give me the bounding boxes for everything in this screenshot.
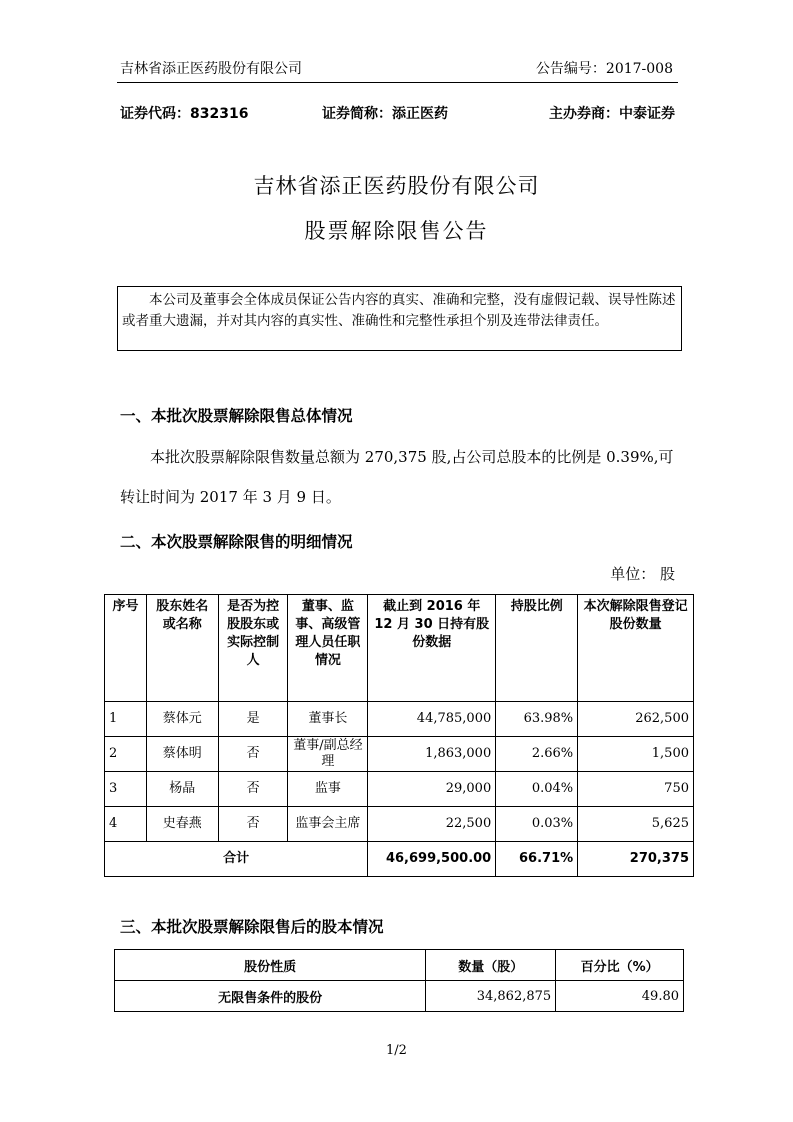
section1-heading: 一、本批次股票解除限售总体情况 [120, 407, 353, 425]
table-row [105, 807, 694, 842]
document-title: 吉林省添正医药股份有限公司 [253, 174, 540, 198]
cell-seq: 3 [105, 772, 147, 807]
unit-label: 单位： 股 [610, 565, 675, 583]
total-holdings: 46,699,500.00 [368, 842, 496, 877]
table-header-row [105, 595, 694, 702]
cell-controller: 否 [218, 737, 288, 772]
col-header-seq: 序号 [105, 595, 147, 702]
table-row [105, 772, 694, 807]
cell-holder: 杨晶 [146, 772, 218, 807]
section3-heading: 三、本批次股票解除限售后的股本情况 [120, 918, 384, 936]
total-release-qty: 270,375 [578, 842, 694, 877]
cell-position: 董事长 [288, 702, 368, 737]
col-header-share-type: 股份性质 [115, 950, 426, 981]
cell-share-type: 无限售条件的股份 [115, 981, 426, 1012]
table-row [105, 737, 694, 772]
header-divider [117, 82, 678, 83]
cell-seq: 1 [105, 702, 147, 737]
col-header-holder: 股东姓名或名称 [146, 595, 218, 702]
col-header-position: 董事、监事、高级管理人员任职情况 [288, 595, 368, 702]
col-header-controller: 是否为控股股东或实际控制人 [218, 595, 288, 702]
table-row [115, 981, 684, 1012]
cell-ratio: 63.98% [496, 702, 578, 737]
cell-ratio: 0.03% [496, 807, 578, 842]
cell-release-qty: 1,500 [578, 737, 694, 772]
cell-holder: 史春燕 [146, 807, 218, 842]
cell-seq: 4 [105, 807, 147, 842]
cell-ratio: 2.66% [496, 737, 578, 772]
cell-holder: 蔡体元 [146, 702, 218, 737]
security-code: 证券代码：832316 [120, 106, 249, 122]
security-sponsor: 主办券商：中泰证券 [549, 106, 675, 122]
col-header-release-qty: 本次解除限售登记股份数量 [578, 595, 694, 702]
cell-ratio: 0.04% [496, 772, 578, 807]
cell-release-qty: 262,500 [578, 702, 694, 737]
document-subtitle: 股票解除限售公告 [304, 219, 489, 243]
section2-heading: 二、本次股票解除限售的明细情况 [120, 533, 353, 551]
cell-holdings: 44,785,000 [368, 702, 496, 737]
header-announcement-no: 公告编号：2017-008 [535, 61, 673, 77]
cell-release-qty: 750 [578, 772, 694, 807]
cell-holder: 蔡体明 [146, 737, 218, 772]
total-ratio: 66.71% [496, 842, 578, 877]
cell-controller: 否 [218, 807, 288, 842]
table-header-row [115, 950, 684, 981]
cell-position: 监事会主席 [288, 807, 368, 842]
cell-controller: 否 [218, 772, 288, 807]
table-row [105, 702, 694, 737]
notice-box [117, 286, 682, 351]
section1-body: 本批次股票解除限售数量总额为 270,375 股,占公司总股本的比例是 0.39%,可转让时间为 2017 年 3 月 9 日。 [120, 448, 674, 506]
cell-holdings: 29,000 [368, 772, 496, 807]
cell-holdings: 1,863,000 [368, 737, 496, 772]
col-header-quantity: 数量（股） [426, 950, 556, 981]
table-total-row [105, 842, 694, 877]
cell-percent: 49.80 [556, 981, 684, 1012]
cell-quantity: 34,862,875 [426, 981, 556, 1012]
col-header-holdings: 截止到 2016 年 12 月 30 日持有股份数据 [368, 595, 496, 702]
cell-holdings: 22,500 [368, 807, 496, 842]
share-capital-table [114, 949, 684, 1012]
col-header-ratio: 持股比例 [496, 595, 578, 702]
release-detail-table [104, 594, 694, 877]
security-abbr: 证券简称：添正医药 [322, 106, 448, 122]
cell-release-qty: 5,625 [578, 807, 694, 842]
notice-text: 本公司及董事会全体成员保证公告内容的真实、准确和完整，没有虚假记载、误导性陈述或者重大遗漏，并对其内容的真实性、准确性和完整性承担个别及连带法律责任。 [122, 292, 676, 329]
cell-seq: 2 [105, 737, 147, 772]
cell-position: 监事 [288, 772, 368, 807]
cell-position: 董事/副总经理 [288, 737, 368, 772]
page-number: 1/2 [386, 1043, 407, 1058]
total-label: 合计 [105, 842, 368, 877]
header-company: 吉林省添正医药股份有限公司 [120, 61, 302, 77]
col-header-percent: 百分比（%） [556, 950, 684, 981]
cell-controller: 是 [218, 702, 288, 737]
